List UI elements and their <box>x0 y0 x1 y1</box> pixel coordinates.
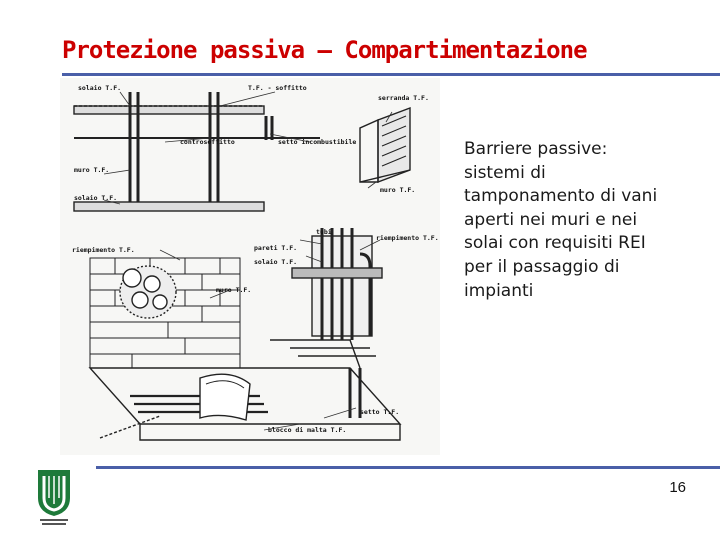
footer-rule <box>96 466 720 469</box>
page-number: 16 <box>669 479 686 496</box>
label-muro-tf-wall: muro T.F. <box>216 286 252 294</box>
label-solaio-tf-top: solaio T.F. <box>78 84 122 92</box>
label-solaio-tf-shaft: solaio T.F. <box>254 258 298 266</box>
label-muro-tf-right: muro T.F. <box>380 186 416 194</box>
label-blocco-malta: blocco di malta T.F. <box>268 426 347 434</box>
label-riempimento-left: riempimento T.F. <box>72 246 135 254</box>
label-muro-tf-top: muro T.F. <box>74 166 110 174</box>
technical-drawing <box>60 78 440 455</box>
label-controsoffitto: controsoffitto <box>180 138 235 146</box>
body-text: Barriere passive: sistemi di tamponamento di vani aperti nei muri e nei solai con requisiti REI per il passaggio di impianti <box>464 139 658 301</box>
label-setto: setto incombustibile <box>278 138 357 146</box>
label-pareti-tf: pareti T.F. <box>254 244 298 252</box>
university-logo <box>36 468 72 526</box>
label-setto-tf: setto T.F. <box>360 408 400 416</box>
drawing-svg <box>60 78 440 455</box>
label-tubi: tubi <box>316 228 332 236</box>
title-rule <box>62 73 720 76</box>
label-solaio-tf-mid: solaio T.F. <box>74 194 118 202</box>
label-riempimento-right: riempimento T.F. <box>376 234 439 242</box>
slide-title: Protezione passiva – Compartimentazione <box>62 36 587 64</box>
label-tf-soffitto: T.F. - soffitto <box>248 84 307 92</box>
label-serranda: serranda T.F. <box>378 94 429 102</box>
